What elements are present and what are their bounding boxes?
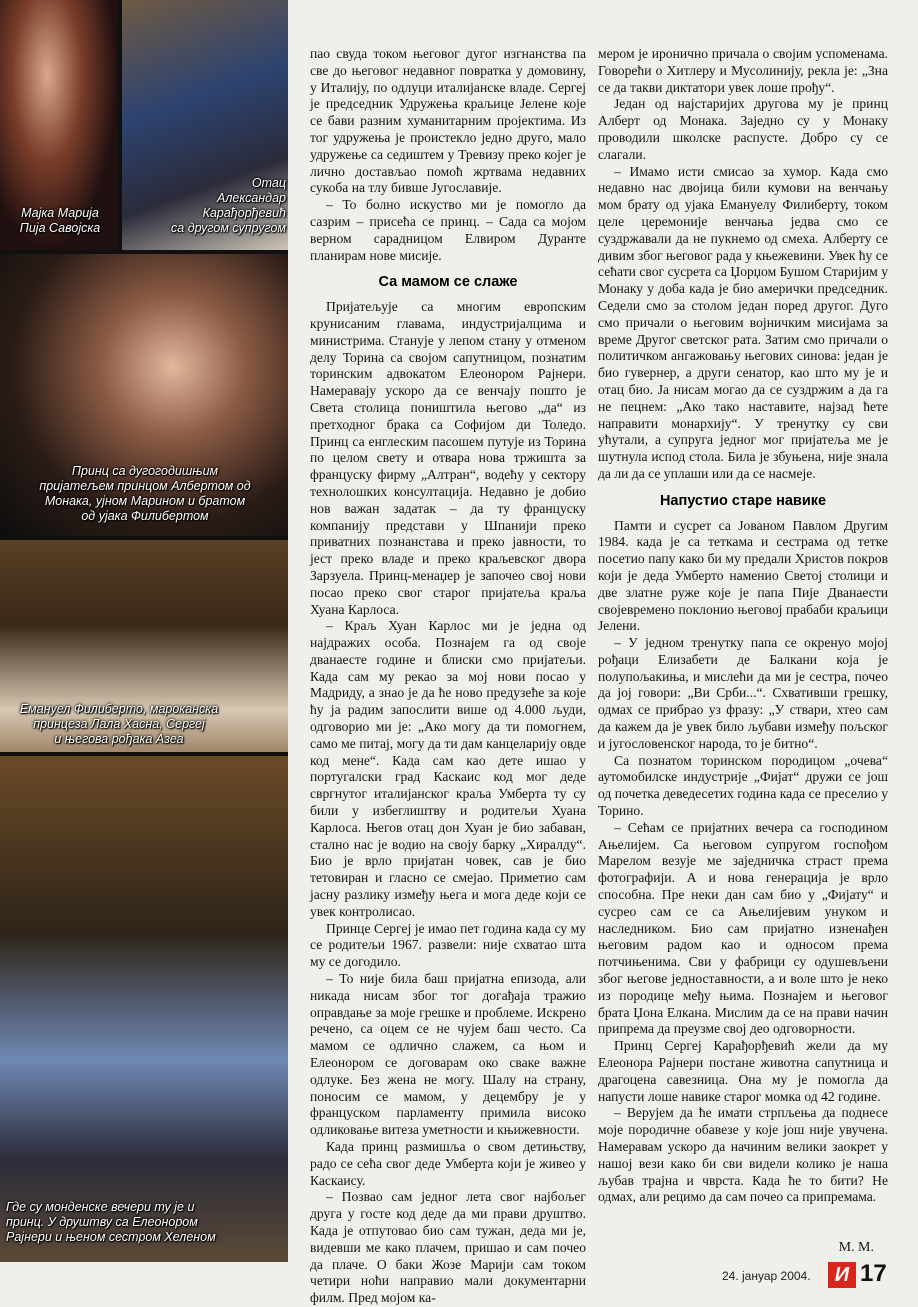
paragraph: – Позвао сам једног лета свог најбољег друга у госте код деде да ми прави друштво. Када је отпутовао био сам тужан, деда ми је, видевши ме како плачем, пришао и сам почео да плаче. О баки Жозе Марији сам током четири ноћи направио мали документарни филм. Пред мојом ка- — [310, 1189, 586, 1306]
magazine-logo: И — [828, 1262, 856, 1288]
page-footer — [700, 1262, 900, 1292]
photo-column — [0, 0, 288, 1262]
photo-evening — [0, 756, 288, 1262]
paragraph: Памти и сусрет са Јованом Павлом Другим 1984. када је са теткама и сестрама од тетке посетио папу како би му предали Христов покров који је деда Умберто наменио Светој столици и две златне руже које је папа Пије Дванаести својевремено поклонио његовој прабаби краљици Јелени. — [598, 517, 888, 634]
author-signature: М. М. — [838, 1240, 874, 1255]
article-column-middle — [310, 46, 586, 1307]
issue-date: 24. јануар 2004. — [722, 1269, 811, 1283]
photo-prince-albert — [0, 254, 288, 536]
photo-dinner — [0, 540, 288, 752]
paragraph: – Имамо исти смисао за хумор. Када смо недавно нас двојица били кумови на венчању мом брату од ујака Емануелу Филиберту, током целе церемоније венчања једва смо се суздржавали да не пукнемо од смеха. Алберту се дивим због његовог рада у књежевини. Увек ћу се сећати свог сусрета са Џорџом Бушом Старијим у Монаку у доба када је био амерички председник. Седели смо за столом један поред другог. Дуго смо причали о његовим војничким мисијама за време Другог светског рата. Затим смо причали о политичком ангажовању његових синова: један је био гувернер, а други сенатор, као што му је и отац био. Ја нисам могао да се суздржим а да га не пецнем: „Ако тако наставите, најзад ћете направити монархију“. У тренутку су сви ућутали, а супруга једног мог пријатеља ме је шутнула испод стола. Била је збуњена, није знала да ли да се уплаши или да се насмеје. — [598, 163, 888, 481]
paragraph: – Верујем да ће имати стрпљења да поднесе моје породичне обавезе у које још није увучена. Намеравам ускоро да начиним велики заокрет у нашој вези како би сви видели колико је наша љубав трајна и чврста. Када ће то бити? Не одмах, али рецимо да сам почео са припремама. — [598, 1105, 888, 1205]
paragraph: пао свуда током његовог дугог изгнанства па све до његовог недавног повратка у домовину, у Италију, по одлуци италијанске владе. Сергеј је председник Удружења краљице Јелене које се бави разним хуманитарним пројектима. Из тог удружења је проистекло једно друго, мало удружење са седиштем у Тревизу преко којег је лично достављао помоћ жртвама недавних сукоба на тлу бивше Југославије. — [310, 46, 586, 196]
photo-caption: Где су монденске вечери ту је и принц. У друштву са Елеонором Рајнери и њеном сестром Хеленом — [6, 1200, 216, 1244]
section-heading: Напустио старе навике — [659, 492, 827, 509]
page-number: 17 — [860, 1260, 887, 1287]
paragraph: Пријатељује са многим европским крунисаним главама, индустријалцима и министрима. Станује у лепом стану у отменом делу Торина са својом сапутницом, познатим торинским адвокатом Елеонором Рајнери. Намеравају ускоро да се венчају пошто је Света столица поништила његово „да“ из претходног брака са Софијом ди Толедо. Принц са енглеским пасошем путује из Торина по целом свету и отвара нова тржишта за француску фирму „Алтран“, водећу у сектору технолошких консултација. Недавно је добио нов важан задатак – да ту француску компанију представи у Шпанији преко приватних познанстава и преко јавности, то јест преко владе и преко краљевског двора Зарзуела. Принц-менаџер је започео свој нови посао преко свог старог пријатеља краља Хуана Карлоса. — [310, 299, 586, 617]
paragraph: мером је иронично причала о својим успоменама. Говорећи о Хитлеру и Мусолинију, рекла је: „Зна се да такви диктатори увек лоше прођу“. — [598, 46, 888, 95]
paragraph: – То није била баш пријатна епизода, али никада нисам због тог догађаја тражио оправдање за моје грешке и проблеме. Искрено речено, са оцем се не чујем баш често. Са мамом се одлично слажем, са њом и Елеонором се договарам око сваке важне одлуке. Без жена не могу. Шалу на страну, поносим се мамом, у децембру је у француском парламенту примила високо одликовање витеза уметности и књижевности. — [310, 971, 586, 1138]
photo-mother — [0, 0, 118, 250]
paragraph: Када принц размишља о свом детињству, радо се сећа свог деде Умберта који је живео у Каскаису. — [310, 1139, 586, 1188]
photo-caption: Емануел Филиберто, мароканска принцеза Лала Хасна, Сергеј и његова рођака Азеа — [19, 702, 219, 746]
paragraph: – Сећам се пријатних вечера са господином Ањелијем. Са његовом супругом госпођом Марелом везује ме заједничка страст према фотографији. А и нова генерација је врло способна. Пре неки дан сам био у „Фијату“ и сусрео сам се са Ањелијевим унуком и наследником. Био сам пријатно изненађен његовим радом као и односом према потчињенима. Сви у фабрици су одушевљени због његове једноставности, а и воле што је неко из породице међу њима. Познајем и његовог брата Џона Елкана. Мислим да се на прави начин припрема да преузме свој део одговорности. — [598, 819, 888, 1037]
photo-caption: Отац Александар Карађорђевић са другом супругом — [171, 176, 286, 235]
paragraph: Са познатом торинском породицом „очева“ аутомобилске индустрије „Фијат“ дружи се још од почетка деведесетих година када се преселио у Торино. — [598, 752, 888, 819]
paragraph: Један од најстаријих другова му је принц Алберт од Монака. Заједно су у Монаку проводили школске распусте. Добро су се слагали. — [598, 96, 888, 162]
article-column-right — [598, 46, 888, 1206]
paragraph: Принце Сергеј је имао пет година када су му се родитељи 1967. развели: није схватао шта му се догодило. — [310, 920, 586, 970]
photo-caption: Мајка Марија Пија Савојска — [19, 206, 101, 235]
photo-caption: Принц са дугогодишњим пријатељем принцом Албертом од Монака, ујном Марином и братом од ујака Филибертом — [39, 464, 251, 523]
section-heading: Са мамом се слаже — [378, 274, 518, 291]
paragraph: – У једном тренутку папа се окренуо мојој рођаци Елизабети де Балкани која је полупољакиња, и мислећи да ми је сестра, почео да јој говори: „Ви Срби...“. Схвативши грешку, одмах се прибрао уз фразу: „У ствари, хтео сам да кажем да је увек било љубави између пољског и југословенског народа, то је битно“. — [598, 635, 888, 751]
photo-father — [122, 0, 288, 250]
paragraph: Принц Сергеј Карађорђевић жели да му Елеонора Рајнери постане животна сапутница и драгоцена савезница. Она му је помогла да напусти лоше навике старог момка од 42 године. — [598, 1038, 888, 1104]
paragraph: – То болно искуство ми је помогло да сазрим – присећа се принц. – Сада са мојом верном сарадницом Елвиром Дуранте планирам нове мисије. — [310, 197, 586, 263]
paragraph: – Краљ Хуан Карлос ми је једна од најдражих особа. Познајем га од своје дванаесте године и блиски смо пријатељи. Када сам му рекао за мој нови посао у Мадриду, а знао је да ће ново предузеће за које ћу ја радим запослити више од 4.000 људи, одговорио ми је: „Ако могу да ти помогнем, само ме питај, могу да ти дам канцеларију овде код мене“. Када сам као дете ишао у португалски град Каскаис код мог деде свргнутог италијанског краља Умберта ту су били у избеглиштву и родитељи Хуана Карлоса. Његов отац дон Хуан је био забаван, стално нас је водио на своју барку „Хиралду“. Био је врло пријатан човек, сав је био тетовиран и гласно се смејао. Приметио сам јасну разлику између њега и мога деде који се увек контролисао. — [310, 618, 586, 919]
